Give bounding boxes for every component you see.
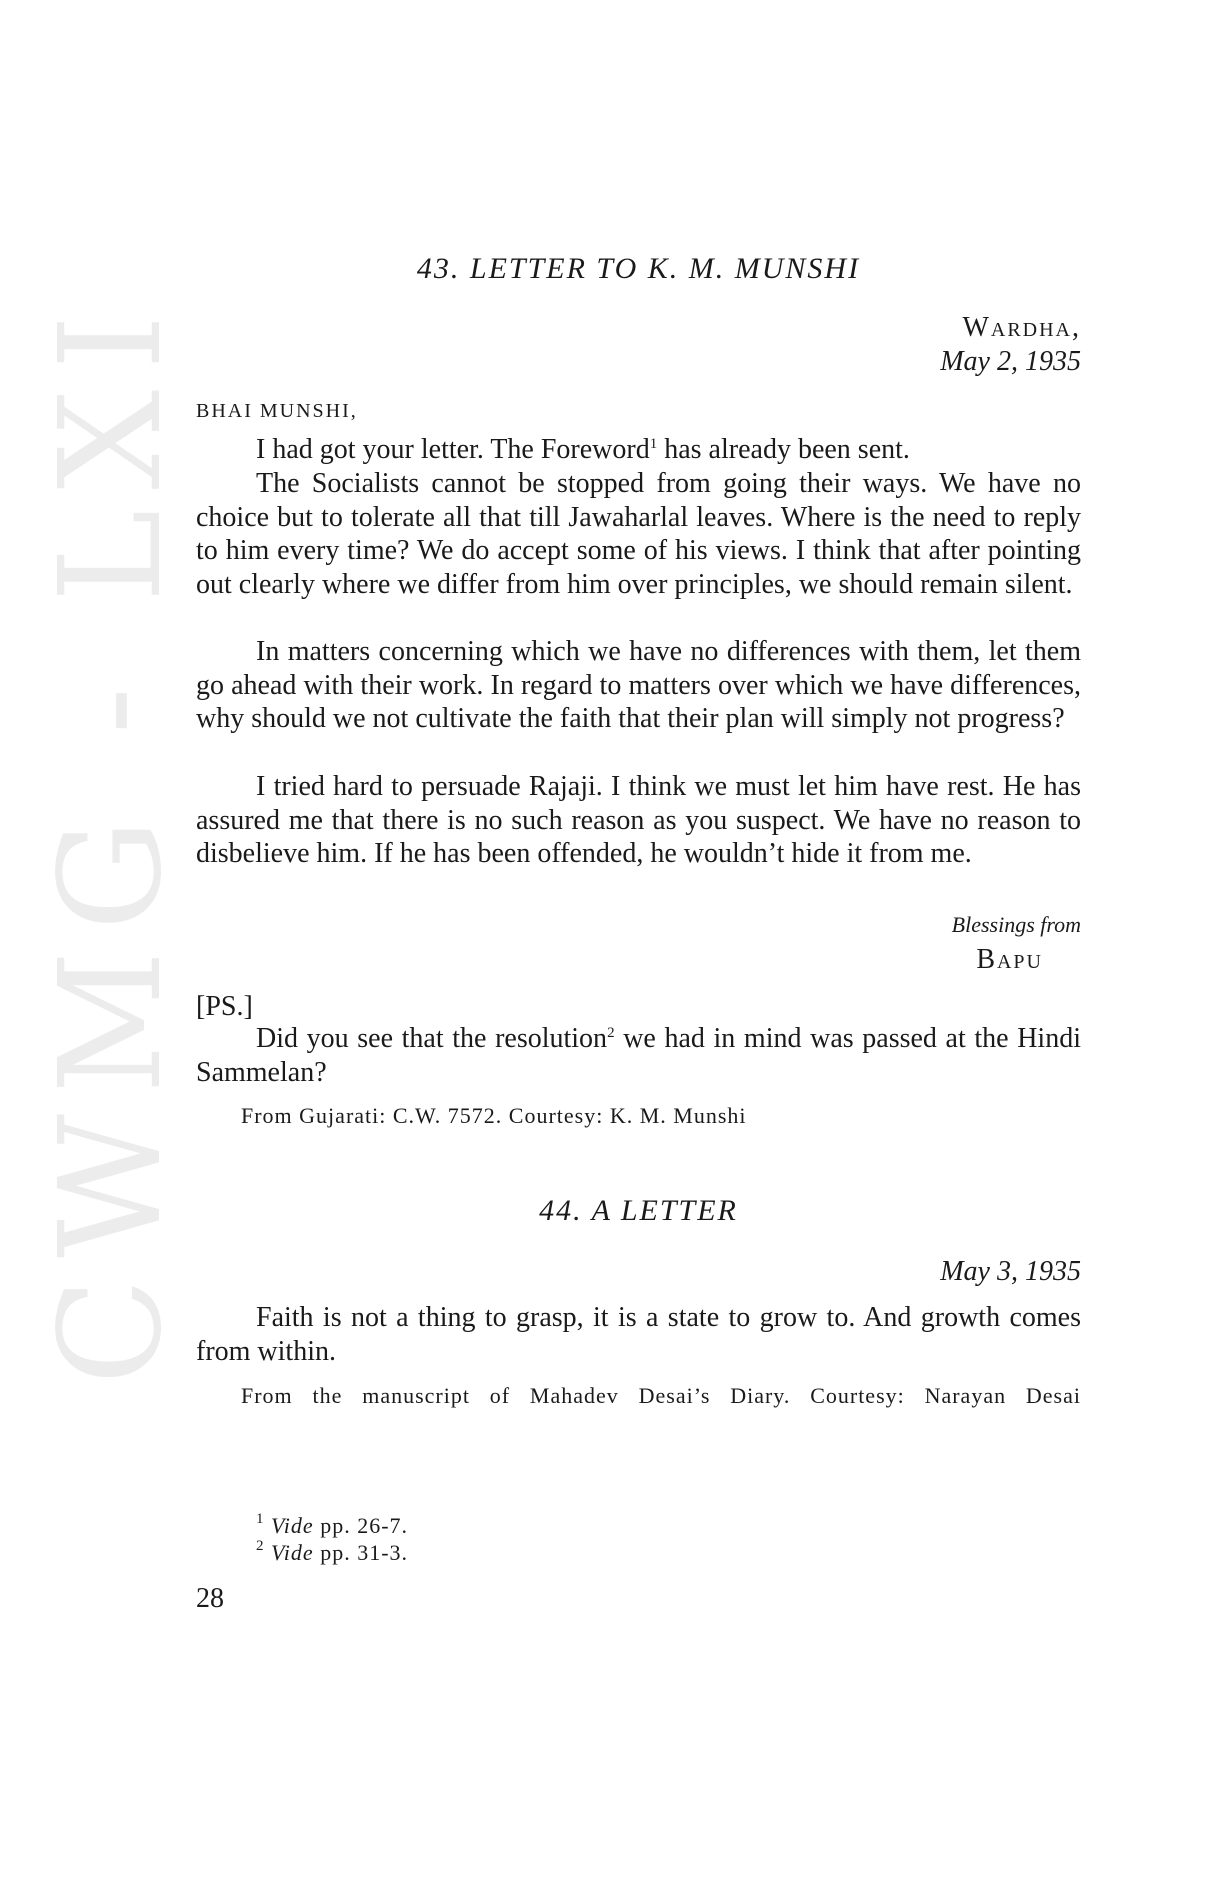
letter2-title: 44. A LETTER	[539, 1194, 738, 1227]
closing: Blessings from	[951, 912, 1081, 937]
signature: Bapu	[976, 944, 1043, 975]
watermark: CWMG - LXI	[30, 294, 193, 1385]
footnote-2: $^2$ Vide pp. 31-3.	[256, 1538, 409, 1565]
letter1-place: Wardha,	[962, 312, 1081, 343]
salutation: BHAI MUNSHI,	[196, 400, 358, 422]
letter1-paragraph-3: In matters concerning which we have no differences with them, let them go ahead with their work. In regard to matters over which we have differences, why should we not cultivate the faith that their plan will simply not progress?	[196, 636, 1081, 735]
letter2-paragraph-1: Faith is not a thing to grasp, it is a state to grow to. And growth comes from within.	[196, 1302, 1081, 1367]
footnote-ref-2: 2	[607, 1025, 615, 1041]
letter1-paragraph-2: The Socialists cannot be stopped from going their ways. We have no choice but to tolerate all that till Jawaharlal leaves. Where is the need to reply to him every time? We do accept some of his views. I think that after pointing out clearly where we differ from him over principles, we should remain silent.	[196, 468, 1081, 600]
footnote-1: $^1$ Vide pp. 26-7.	[256, 1511, 409, 1538]
letter1-title: 43. LETTER TO K. M. MUNSHI	[416, 252, 861, 285]
letter2-date: May 3, 1935	[940, 1256, 1081, 1287]
letter2-source: From the manuscript of Mahadev Desai’s Diary. Courtesy: Narayan Desai	[241, 1383, 1081, 1408]
letter1-paragraph-4: I tried hard to persuade Rajaji. I think we must let him have rest. He has assured me that there is no such reason as you suspect. We have no reason to disbelieve him. If he has been offended, he wouldn’t hide it from me.	[196, 771, 1081, 870]
letter1-date: May 2, 1935	[940, 346, 1081, 377]
footnote-ref-1: 1	[649, 436, 658, 452]
postscript-text: Did you see that the resolution$^2$ we had in mind was passed at the Hindi Sammelan?	[196, 1023, 1081, 1088]
postscript-label: [PS.]	[196, 991, 253, 1022]
letter1-source: From Gujarati: C.W. 7572. Courtesy: K. M. Munshi	[241, 1103, 747, 1128]
letter1-paragraph-1: I had got your letter. The Foreword$^1$ has already been sent.	[256, 434, 910, 465]
page-number: 28	[196, 1583, 224, 1614]
